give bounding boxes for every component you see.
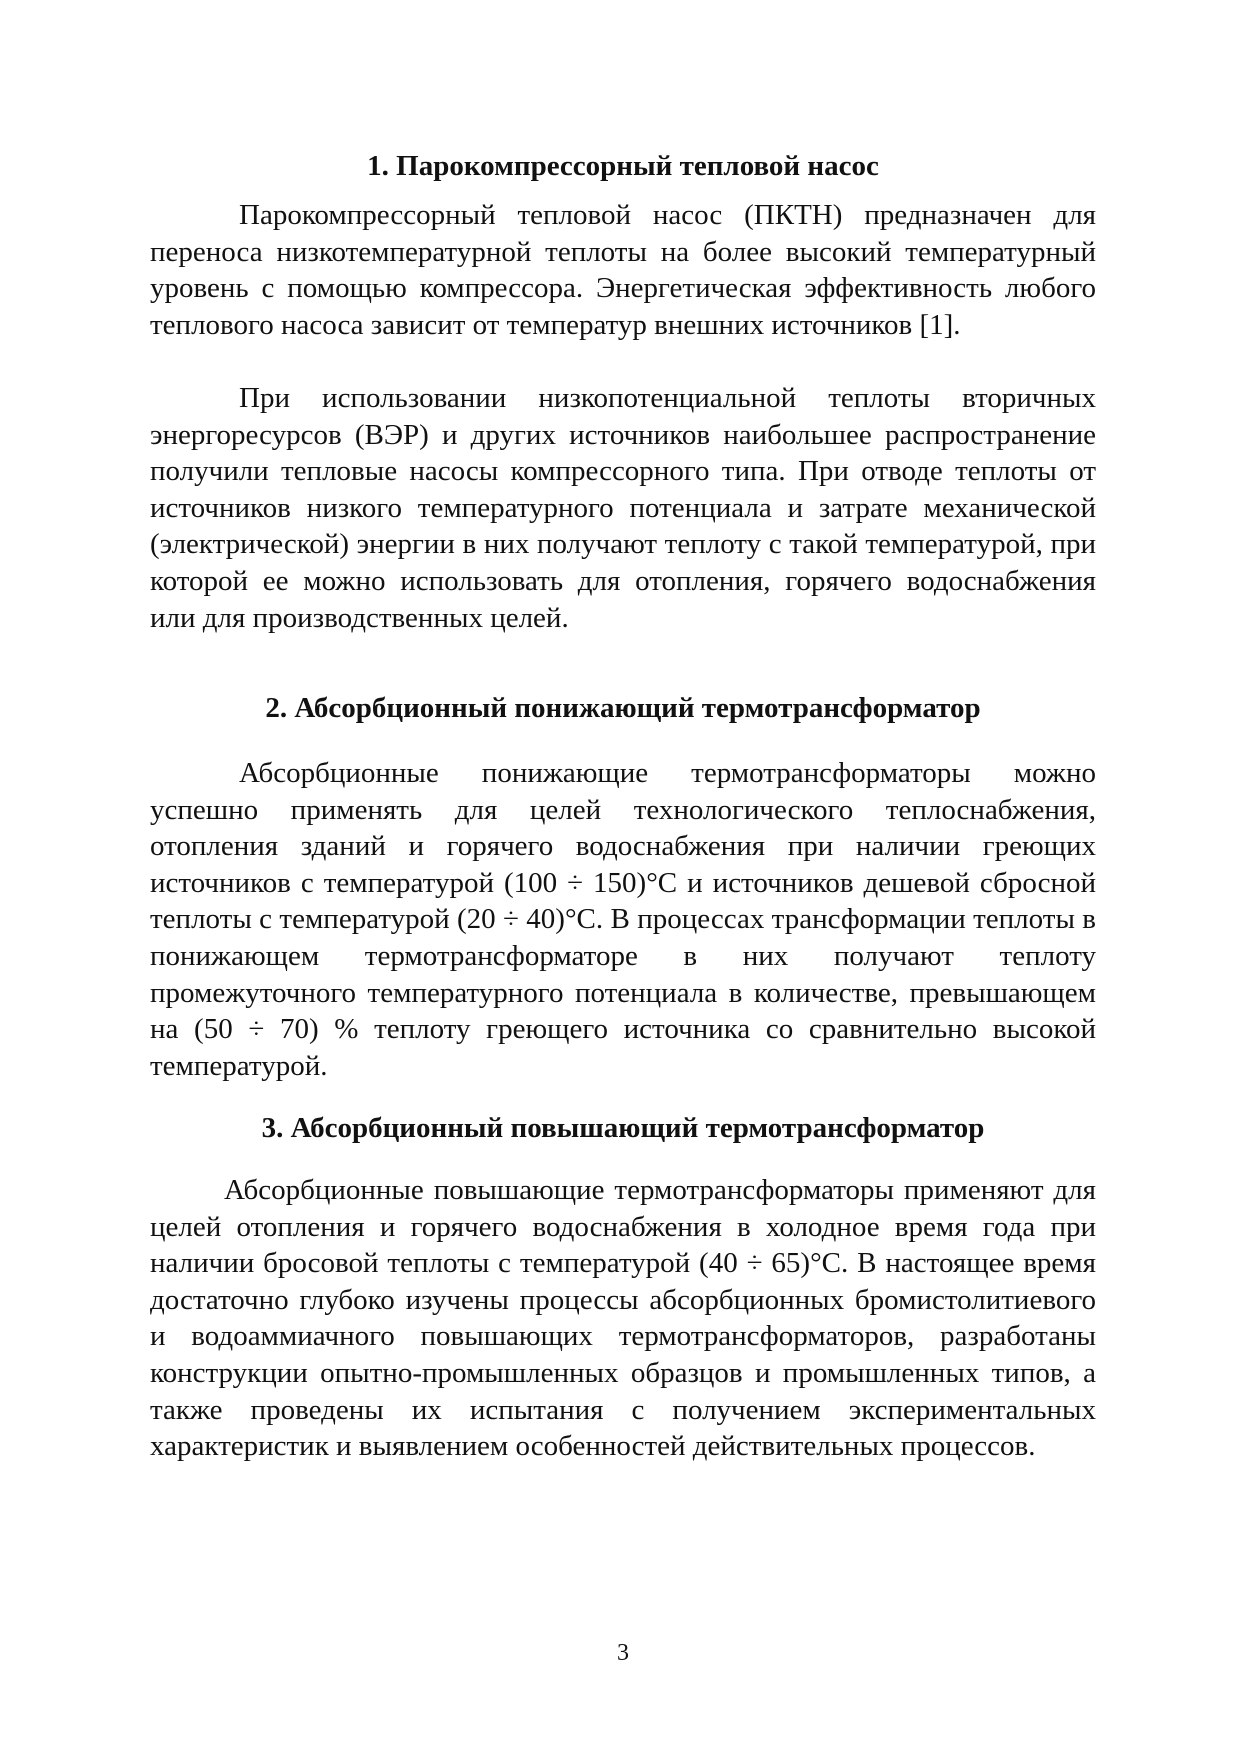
section-1-title: 1. Парокомпрессорный тепловой насос [367, 150, 879, 182]
document-page [150, 0, 1096, 1755]
section-1-paragraph-1: Парокомпрессорный тепловой насос (ПКТН) предназначен для переноса низкотемпературной теплоты на более высокий температурный уровень с помощью компрессора. Энергетическая эффективность любого теплового насоса зависит от температур внешних источников [1]. [150, 199, 1096, 341]
section-2-paragraph-1: Абсорбционные понижающие термотрансформаторы можно успешно применять для целей технологического теплоснабжения, отопления зданий и горячего водоснабжения при наличии греющих источников с температурой (100 ÷ 150)°С и источников дешевой сбросной теплоты с температурой (20 ÷ 40)°С. В процессах трансформации теплоты в понижающем термотрансформаторе в них получают теплоту промежуточного температурного потенциала в количестве, превышающем на (50 ÷ 70) % теплоту греющего источника со сравнительно высокой температурой. [150, 757, 1096, 1082]
section-2-title: 2. Абсорбционный понижающий термотрансформатор [265, 692, 981, 724]
section-1-paragraph-2: При использовании низкопотенциальной теплоты вторичных энергоресурсов (ВЭР) и других источников наибольшее распространение получили тепловые насосы компрессорного типа. При отводе теплоты от источников низкого температурного потенциала и затрате механической (электрической) энергии в них получают теплоту с такой температурой, при которой ее можно использовать для отопления, горячего водоснабжения или для производственных целей. [150, 382, 1096, 634]
section-3-title: 3. Абсорбционный повышающий термотрансформатор [261, 1112, 985, 1144]
page-number: 3 [617, 1640, 629, 1666]
section-3-paragraph-1: Абсорбционные повышающие термотрансформаторы применяют для целей отопления и горячего водоснабжения в холодное время года при наличии бросовой теплоты с температурой (40 ÷ 65)°С. В настоящее время достаточно глубоко изучены процессы абсорбционных бромистолитиевого и водоаммиачного повышающих термотрансформаторов, разработаны конструкции опытно-промышленных образцов и промышленных типов, а также проведены их испытания с получением экспериментальных характеристик и выявлением особенностей действительных процессов. [150, 1174, 1096, 1463]
